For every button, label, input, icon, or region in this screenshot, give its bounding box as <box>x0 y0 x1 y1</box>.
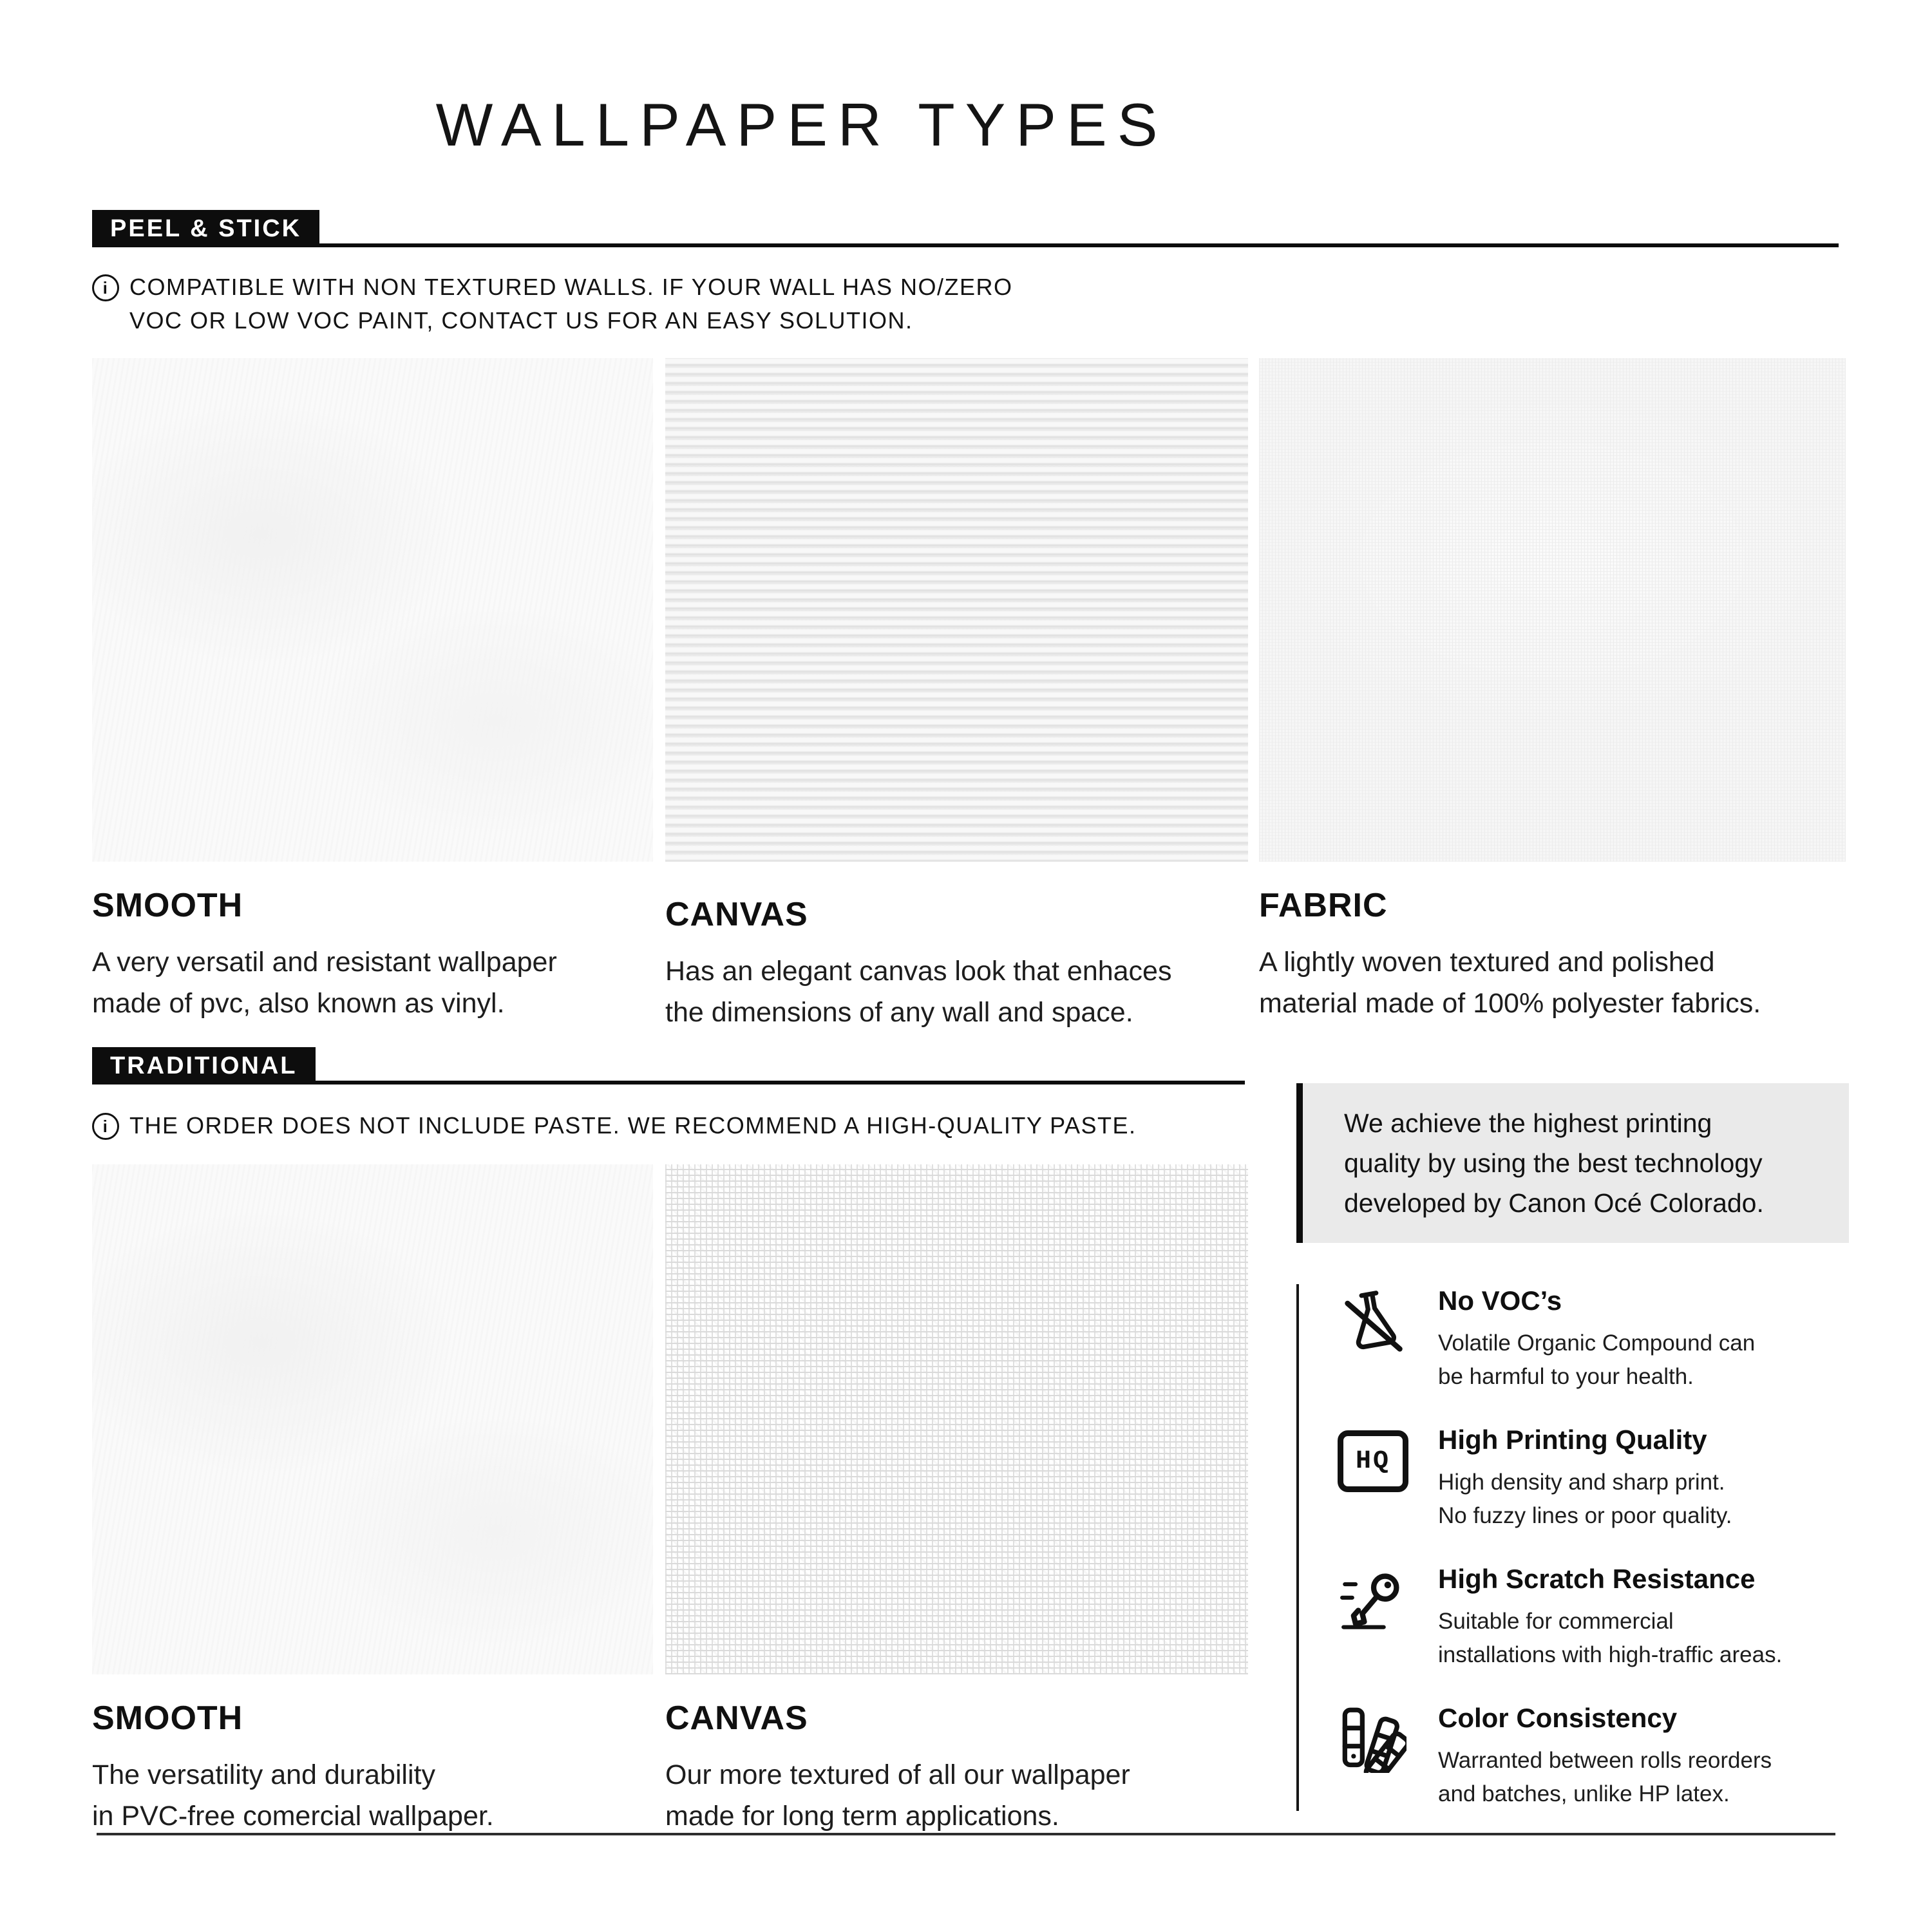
description-line-2: made of pvc, also known as vinyl. <box>92 988 505 1019</box>
smooth-texture-image <box>92 1164 653 1674</box>
rough-canvas-texture-image <box>665 1164 1248 1674</box>
wallpaper-type-name: FABRIC <box>1259 887 1388 924</box>
description-line-1: Our more textured of all our wallpaper <box>665 1759 1130 1790</box>
quality-line-1: We achieve the highest printing <box>1344 1108 1712 1138</box>
sample-caption <box>665 1699 1248 1837</box>
feature-description <box>1438 1744 1772 1811</box>
sample-caption <box>1259 886 1846 1024</box>
description-line-1: A very versatil and resistant wallpaper <box>92 947 557 978</box>
wallpaper-type-name: SMOOTH <box>92 887 243 924</box>
feature-text <box>1438 1562 1782 1672</box>
feature-desc-line-1: Warranted between rolls reorders <box>1438 1748 1772 1773</box>
sample-peel-stick-canvas <box>665 358 1248 1033</box>
wallpaper-type-description <box>665 1754 1248 1837</box>
section-rule-peel-and-stick <box>92 243 1839 247</box>
note-line-1: THE ORDER DOES NOT INCLUDE PASTE. WE RECOMMEND A HIGH-QUALITY PASTE. <box>129 1112 1137 1139</box>
feature-list <box>1296 1284 1863 1811</box>
fabric-texture-image <box>1259 358 1846 862</box>
feature-desc-line-1: High density and sharp print. <box>1438 1470 1725 1495</box>
feature-desc-line-1: Suitable for commercial <box>1438 1609 1674 1634</box>
wallpaper-type-description <box>1259 942 1846 1024</box>
quality-line-3: developed by Canon Océ Colorado. <box>1344 1188 1764 1218</box>
feature-desc-line-1: Volatile Organic Compound can <box>1438 1331 1756 1356</box>
description-line-2: material made of 100% polyester fabrics. <box>1259 988 1761 1019</box>
printing-quality-callout <box>1296 1083 1849 1243</box>
info-icon: i <box>92 274 119 301</box>
description-line-2: the dimensions of any wall and space. <box>665 997 1133 1028</box>
no-voc-flask-icon <box>1335 1284 1411 1360</box>
wallpaper-type-description <box>92 1754 653 1837</box>
color-swatch-fan-icon <box>1335 1701 1411 1777</box>
feature-title: No VOC’s <box>1438 1285 1562 1316</box>
note-text <box>129 270 1013 337</box>
section-badge-traditional: TRADITIONAL <box>92 1047 316 1084</box>
feature-description <box>1438 1466 1732 1533</box>
description-line-2: in PVC-free comercial wallpaper. <box>92 1801 494 1832</box>
feature-desc-line-2: installations with high-traffic areas. <box>1438 1642 1783 1667</box>
section-badge-peel-and-stick: PEEL & STICK <box>92 210 319 247</box>
sample-peel-stick-fabric <box>1259 358 1846 1024</box>
scratch-key-icon <box>1335 1562 1411 1638</box>
feature-text <box>1438 1701 1772 1811</box>
traditional-note <box>92 1109 1137 1142</box>
peel-and-stick-note <box>92 270 1013 337</box>
smooth-texture-image <box>92 358 653 862</box>
note-line-2: VOC OR LOW VOC PAINT, CONTACT US FOR AN EASY SOLUTION. <box>129 307 913 334</box>
note-text <box>129 1109 1137 1142</box>
description-line-2: made for long term applications. <box>665 1801 1059 1832</box>
description-line-1: The versatility and durability <box>92 1759 435 1790</box>
feature-title: Color Consistency <box>1438 1703 1678 1733</box>
hq-badge-icon <box>1335 1423 1411 1499</box>
feature-color-consistency <box>1335 1701 1863 1811</box>
feature-text <box>1438 1284 1755 1394</box>
description-line-1: Has an elegant canvas look that enhaces <box>665 956 1172 987</box>
sample-caption <box>665 895 1248 1033</box>
feature-description <box>1438 1327 1755 1394</box>
sample-traditional-canvas <box>665 1164 1248 1837</box>
sample-peel-stick-smooth <box>92 358 653 1024</box>
feature-description <box>1438 1605 1782 1672</box>
quality-line-2: quality by using the best technology <box>1344 1148 1763 1178</box>
sample-caption <box>92 1699 653 1837</box>
feature-high-printing-quality <box>1335 1423 1863 1533</box>
page-title: WALLPAPER TYPES <box>435 91 1168 158</box>
feature-desc-line-2: be harmful to your health. <box>1438 1364 1694 1389</box>
canvas-texture-image <box>665 358 1248 862</box>
sample-traditional-smooth <box>92 1164 653 1837</box>
feature-title: High Printing Quality <box>1438 1425 1707 1455</box>
feature-desc-line-2: and batches, unlike HP latex. <box>1438 1781 1730 1806</box>
feature-high-scratch-resistance <box>1335 1562 1863 1672</box>
wallpaper-type-name: CANVAS <box>665 896 808 933</box>
bottom-divider <box>97 1833 1835 1835</box>
note-line-1: COMPATIBLE WITH NON TEXTURED WALLS. IF YOUR WALL HAS NO/ZERO <box>129 274 1013 300</box>
wallpaper-type-description <box>665 951 1248 1033</box>
wallpaper-type-description <box>92 942 653 1024</box>
hq-letters: HQ <box>1338 1430 1408 1492</box>
info-icon: i <box>92 1113 119 1140</box>
feature-text <box>1438 1423 1732 1533</box>
wallpaper-type-name: CANVAS <box>665 1700 808 1737</box>
wallpaper-type-name: SMOOTH <box>92 1700 243 1737</box>
feature-title: High Scratch Resistance <box>1438 1564 1756 1594</box>
feature-desc-line-2: No fuzzy lines or poor quality. <box>1438 1503 1732 1528</box>
sample-caption <box>92 886 653 1024</box>
description-line-1: A lightly woven textured and polished <box>1259 947 1715 978</box>
feature-no-voc <box>1335 1284 1863 1394</box>
